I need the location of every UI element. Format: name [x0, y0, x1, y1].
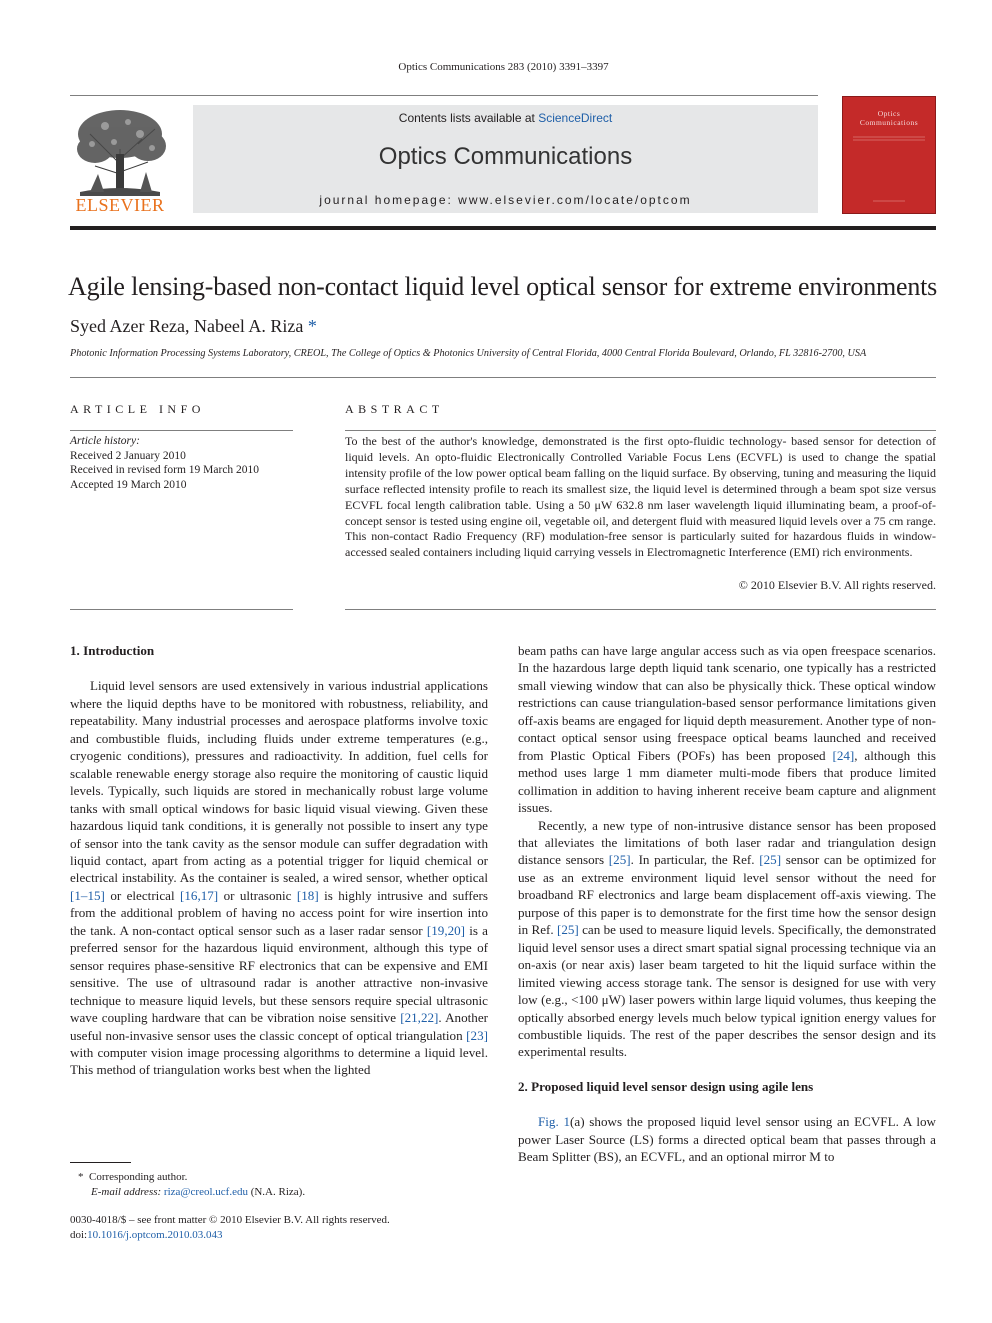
left-column: [70, 642, 488, 1079]
footnote-mark: *: [78, 1171, 84, 1183]
header-thick-rule: [70, 226, 936, 230]
email-label: E-mail address:: [91, 1186, 164, 1198]
introduction-paragraph: Liquid level sensors are used extensively in various industrial applications where the liquid depths have to be monitored with robustness, reliability, and repeatability. Many industrial processes and aerospace platforms involve toxic and combustible fluids, including fluids under extreme temperatures (e.g., cryogenic conditions), pressures and radioactivity. In addition, fuel cells for scalable renewable energy storage also require the monitoring of caustic liquid levels. Typically, such liquids are stored in mechanically robust large volume tanks with small optical windows for basic liquid visual viewing. Given these hazardous liquid tank conditions, it is generally not possible to insert any type of sensor into the tank cavity as the sensor module can suffer degradation with liquid contact, apart from acting as a potential trigger for liquid chemical or electrical instability. As the container is sealed, a wired sensor, whether optical [1–15] or electrical [16,17] or ultrasonic [18] is highly intrusive and suffers from the additional problem of having no access point for wire insertion into the tank. A non-contact optical sensor such as a laser radar sensor [19,20] is a preferred sensor for the hazardous liquid environment, although this type of sensor requires phase-sensitive RF electronics that can be expensive and EMI sensitive. The use of ultrasound radar is another attractive non-invasive technique to measure liquid levels, but these sensors require special ultrasonic wave coupling hardware that can be vibration noise sensitive [21,22]. Another useful non-invasive sensor uses the classic concept of optical triangulation [23] with computer vision image processing algorithms to determine a liquid level. This method of triangulation works best when the lighted: [70, 678, 488, 1078]
journal-name: Optics Communications: [378, 143, 633, 170]
contents-line: [193, 111, 818, 125]
history-accepted: Accepted 19 March 2010: [70, 478, 187, 491]
sciencedirect-link[interactable]: ScienceDirect: [538, 111, 613, 125]
history-revised: Received in revised form 19 March 2010: [70, 464, 260, 476]
doi-label: doi:: [70, 1229, 88, 1241]
footnote-rule: [70, 1162, 131, 1163]
journal-homepage[interactable]: journal homepage: www.elsevier.com/locate/optcom: [319, 193, 692, 207]
section-heading-introduction: 1. Introduction: [70, 643, 155, 658]
abstract-rule: [345, 430, 936, 431]
abstract-text: To the best of the author's knowledge, demonstrated is the first opto-fluidic technology- based sensor for detection of liquid levels. An opto-fluidic Electronically Controlled Variable Focus Lens (ECVFL) is used to change the spatial intensity profile of the low power optical beam falling on the liquid surface. By observing, tuning and measuring the liquid surface reflected intensity profile to reach its smallest size, the liquid level is determined through a beam spot size versus ECVFL focal length calibration table. Using a 50 μW 632.8 nm laser wavelength liquid illuminating beam, a proof-of-concept sensor is tested using engine oil, vegetable oil, and detergent fluid with measured liquid levels over a 75 cm range. This non-contact Radio Frequency (RF) modulation-free sensor is particularly suited for hazardous fluids in window-accessed sealed containers including liquid carrying vessels in Electromagnetic Interference (EMI) rich environments.: [345, 434, 936, 560]
reference-link[interactable]: [24]: [832, 747, 855, 763]
reference-link[interactable]: [23]: [466, 1027, 488, 1043]
reference-link[interactable]: [1–15]: [70, 887, 105, 903]
contents-prefix: Contents lists available at: [398, 111, 539, 125]
footnote-text: Corresponding author.: [89, 1171, 188, 1183]
reference-link[interactable]: [18]: [296, 887, 319, 903]
cover-title-line1: Optics: [877, 109, 901, 118]
article-title: Agile lensing-based non-contact liquid level optical sensor for extreme environments: [68, 272, 938, 301]
history-label: Article history:: [70, 435, 140, 447]
affiliation-rule: [70, 377, 936, 378]
cover-title-line2: Communications: [859, 118, 919, 127]
issn-line: 0030-4018/$ – see front matter © 2010 Elsevier B.V. All rights reserved.: [70, 1214, 390, 1226]
footnote: [70, 1170, 305, 1200]
journal-masthead: [193, 105, 818, 213]
sensor-design-paragraph: Fig. 1(a) shows the proposed liquid level sensor using an ECVFL. A low power Laser Source (LS) forms a directed optical beam that passes through a Beam Splitter (BS), an ECVFL, and an optional mirror M to: [518, 1114, 936, 1165]
author-names: Syed Azer Reza, Nabeel A. Riza: [70, 316, 304, 336]
journal-cover: [842, 96, 936, 214]
reference-link[interactable]: [25]: [556, 922, 579, 938]
abstract-bottom-rule: [345, 609, 936, 610]
reference-link[interactable]: [21,22]: [400, 1010, 439, 1026]
article-authors: [70, 316, 317, 337]
introduction-paragraph-2: Recently, a new type of non-intrusive distance sensor has been proposed that alleviates the limitations of both laser radar and triangulation design distance sensors [25]. In particular, the Ref. [25] sensor can be optimized for use as an extreme environment liquid level sensor without the need for broadband RF electronics and large beam displacement off-axis viewing. The purpose of this paper is to demonstrate for the first time how the sensor design in Ref. [25] can be used to measure liquid levels. Specifically, the demonstrated liquid level sensor uses a direct smart spatial signal processing technique via an on-axis (or near axis) laser beam targeted to hit the liquid surface within the limited viewing access storage tank. The sensor is designed for use with very low (e.g., <100 μW) laser powers within large liquid volumes, thus keeping the optically absorbed energy levels much below typical ignition energy values for combustible liquids. The rest of the paper describes the sensor design and its experimental results.: [518, 817, 937, 1060]
figure-link[interactable]: Fig. 1: [538, 1114, 571, 1130]
reference-link[interactable]: [19,20]: [426, 922, 466, 938]
issn-doi: [70, 1213, 390, 1243]
article-history: [70, 434, 293, 492]
introduction-paragraph-continued: beam paths can have large angular access such as via open freespace scenarios. In the hazardous large depth liquid tank scenario, one typically has a restricted small viewing window that can also be physically thick. These optical window restrictions can cause triangulation-based sensor performance limitations given off-axis beams are engaged for liquid depth measurement. Another type of non-contact optical sensor using freespace optical beams launched and received from Plastic Optical Fibers (POFs) has been proposed [24], although this method uses large 1 mm diameter multi-mode fibers that produce limited collimation in addition to having inherent receive beam capture and alignment issues.: [518, 643, 936, 816]
reference-link[interactable]: [25]: [608, 852, 631, 868]
author-affiliation: Photonic Information Processing Systems Laboratory, CREOL, The College of Optics & Photonics University of Central Florida, 4000 Central Florida Boulevard, Orlando, FL 32816-2700, USA: [70, 348, 867, 359]
reference-link[interactable]: [16,17]: [179, 887, 219, 903]
email-link[interactable]: riza@creol.ucf.edu: [163, 1186, 248, 1198]
publisher-name: ELSEVIER: [75, 195, 165, 215]
corresponding-author-mark[interactable]: *: [307, 316, 317, 336]
article-info-rule: [70, 430, 293, 431]
right-column: [518, 642, 936, 1166]
history-received: Received 2 January 2010: [70, 449, 186, 462]
journal-citation: Optics Communications 283 (2010) 3391–3397: [398, 61, 609, 73]
section-heading-sensor-design: 2. Proposed liquid level sensor design using agile lens: [518, 1078, 814, 1094]
article-info-heading: ARTICLE INFO: [70, 402, 205, 416]
article-info-bottom-rule: [70, 609, 293, 610]
header-top-rule: [70, 95, 818, 96]
abstract-heading: ABSTRACT: [345, 402, 444, 416]
abstract-copyright: © 2010 Elsevier B.V. All rights reserved.: [738, 578, 936, 592]
cover-decoration: [843, 97, 935, 213]
doi-link[interactable]: 10.1016/j.optcom.2010.03.043: [87, 1229, 223, 1241]
email-suffix: (N.A. Riza).: [247, 1186, 306, 1198]
reference-link[interactable]: [25]: [759, 852, 782, 868]
